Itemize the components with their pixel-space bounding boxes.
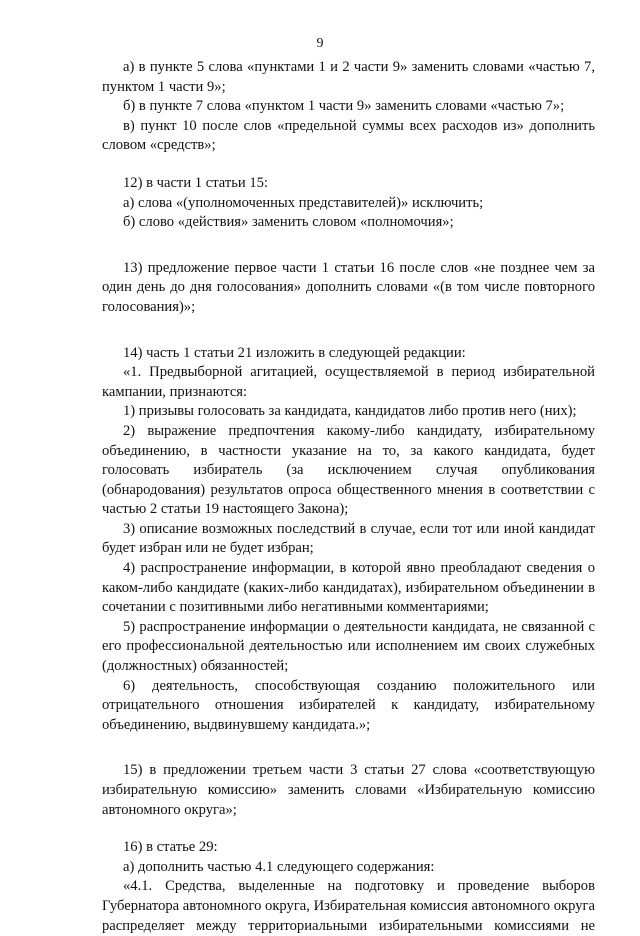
paragraph: «4.1. Средства, выделенные на подготовку и проведение выборов Губернатора автономного округа, Избирательная комиссия автономного округа распределяет между территориальными избирательными комиссиями не xyxy=(102,878,595,934)
paragraph: б) в пункте 7 слова «пунктом 1 части 9» заменить словами «частью 7»; xyxy=(123,98,565,115)
paragraph-gap xyxy=(102,318,595,344)
paragraph-gap xyxy=(102,233,595,259)
paragraph-gap xyxy=(102,735,595,761)
paragraph: 4) распространение информации, в которой явно преобладают сведения о каком-либо кандидате (каких-либо кандидатах), избирательном объединении в сочетании с позитивными либо негативными комментариями; xyxy=(102,560,595,616)
paragraph: 14) часть 1 статьи 21 изложить в следующей редакции: xyxy=(123,344,466,361)
paragraph: 6) деятельность, способствующая созданию положительного или отрицательного отношения избирателей к кандидату, избирательному объединению, выдвинувшему кандидата.»; xyxy=(102,677,595,733)
paragraph: 2) выражение предпочтения какому-либо кандидату, избирательному объединению, в частности указание на то, за какого кандидата, будет голосовать избиратель (за исключением случая опубликования (обнародования) результатов опроса общественного мнения в соответствии с частью 2 статьи 19 настоящего Закона); xyxy=(102,422,595,518)
paragraph: 12) в части 1 статьи 15: xyxy=(123,174,268,191)
paragraph: 5) распространение информации о деятельности кандидата, не связанной с его профессиональной деятельностью или исполнением им своих служебных (должностных) обязанностей; xyxy=(102,618,595,675)
paragraph: в) пункт 10 после слов «предельной суммы всех расходов из» дополнить словом «средств»; xyxy=(102,117,595,154)
paragraph: «1. Предвыборной агитацией, осуществляемой в период избирательной кампании, признаются: xyxy=(102,364,595,400)
paragraph-gap xyxy=(102,156,595,174)
document-body xyxy=(102,58,595,936)
page-number: 9 xyxy=(316,36,324,51)
paragraph: 16) в статье 29: xyxy=(123,839,218,856)
paragraph: 13) предложение первое части 1 статьи 16 после слов «не позднее чем за один день до дня голосования» дополнить словами «(в том числе повторного голосования)»; xyxy=(102,259,595,315)
paragraph: а) слова «(уполномоченных представителей)» исключить; xyxy=(123,194,484,211)
paragraph-gap xyxy=(102,820,595,838)
paragraph: 15) в предложении третьем части 3 статьи 27 слова «соответствующую избирательную комиссию» заменить словами «Избирательную комиссию автономного округа»; xyxy=(102,762,595,818)
paragraph: б) слово «действия» заменить словом «полномочия»; xyxy=(123,214,454,231)
paragraph: 3) описание возможных последствий в случае, если тот или иной кандидат будет избран или не будет избран; xyxy=(102,520,595,557)
paragraph: а) дополнить частью 4.1 следующего содержания: xyxy=(123,858,435,875)
paragraph: 1) призывы голосовать за кандидата, кандидатов либо против него (них); xyxy=(123,403,577,420)
paragraph: а) в пункте 5 слова «пунктами 1 и 2 части 9» заменить словами «частью 7, пунктом 1 части 9»; xyxy=(102,59,595,95)
